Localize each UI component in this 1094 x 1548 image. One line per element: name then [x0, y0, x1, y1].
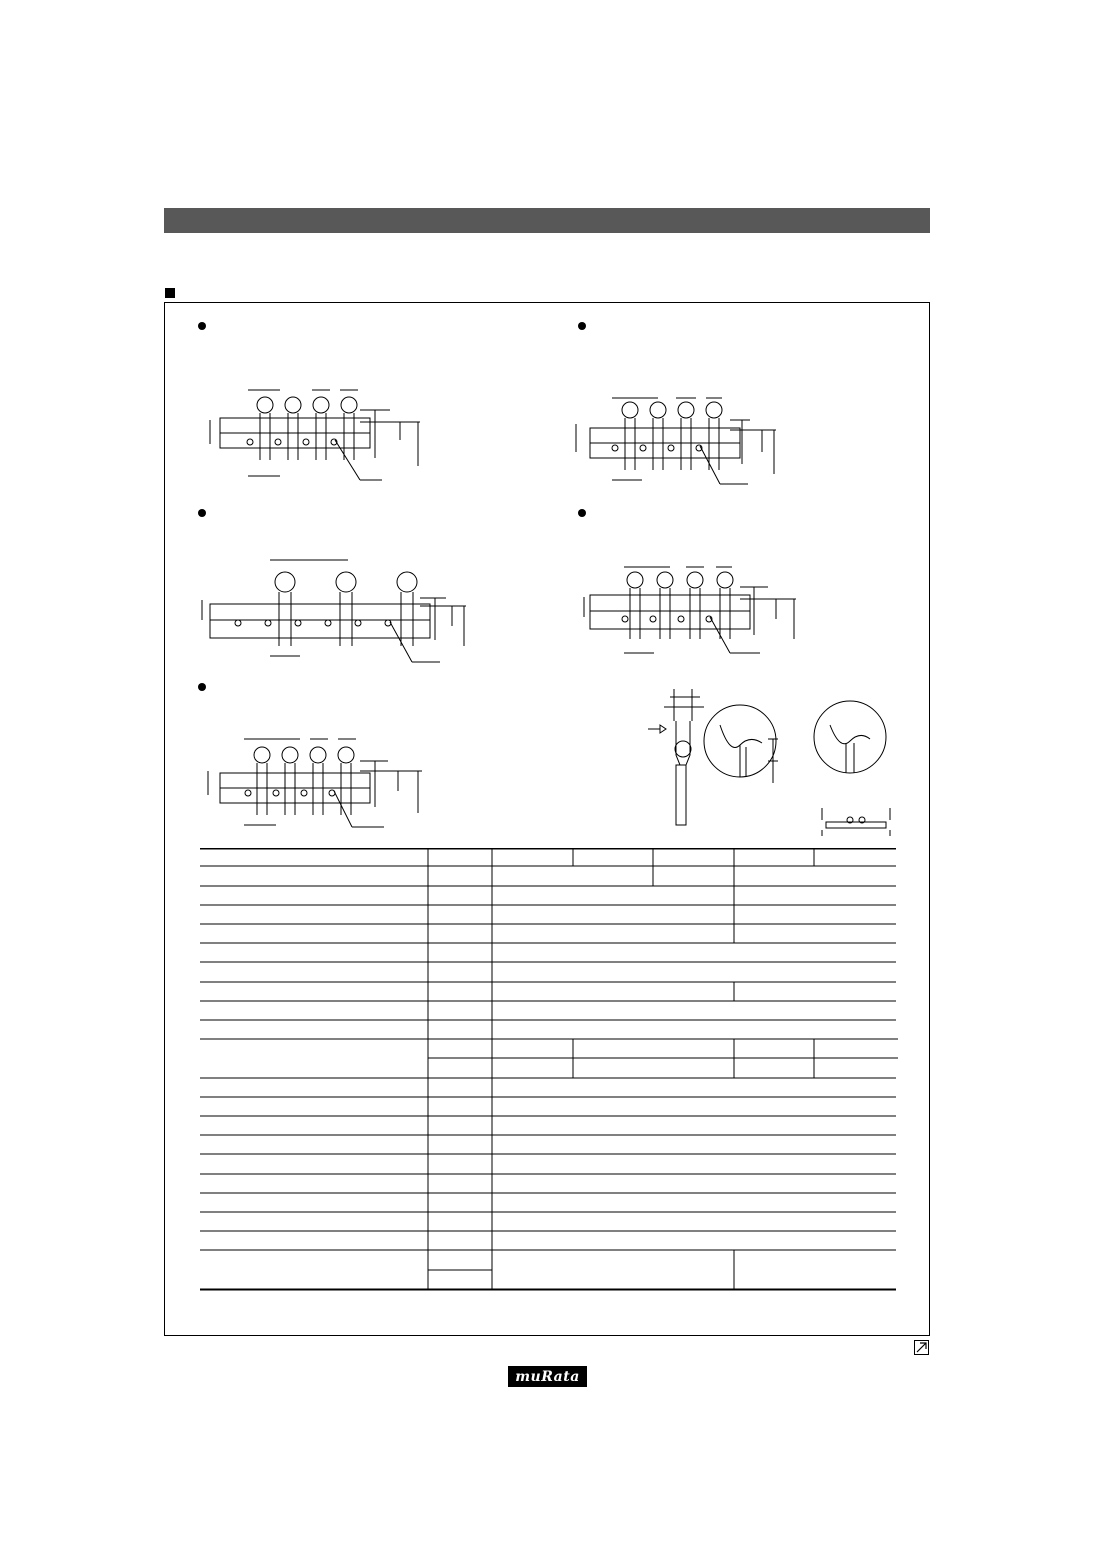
filled-circle-icon — [578, 509, 586, 517]
header-bar — [164, 208, 930, 233]
murata-logo — [508, 1366, 587, 1387]
tape-cross-section — [814, 806, 898, 836]
filled-circle-icon — [198, 322, 206, 330]
filled-square-icon — [165, 288, 175, 298]
filled-circle-icon — [578, 322, 586, 330]
taping-diagram-2 — [570, 390, 800, 500]
arrow-up-right-icon[interactable] — [914, 1340, 929, 1355]
spec-table — [200, 848, 900, 1310]
taping-diagram-1 — [200, 380, 430, 490]
taping-diagram-5 — [200, 725, 440, 835]
filled-circle-icon — [198, 509, 206, 517]
taping-diagram-4 — [580, 555, 810, 665]
logo-text: muRata — [515, 1368, 580, 1385]
filled-circle-icon — [198, 683, 206, 691]
taping-diagram-3 — [200, 550, 470, 670]
